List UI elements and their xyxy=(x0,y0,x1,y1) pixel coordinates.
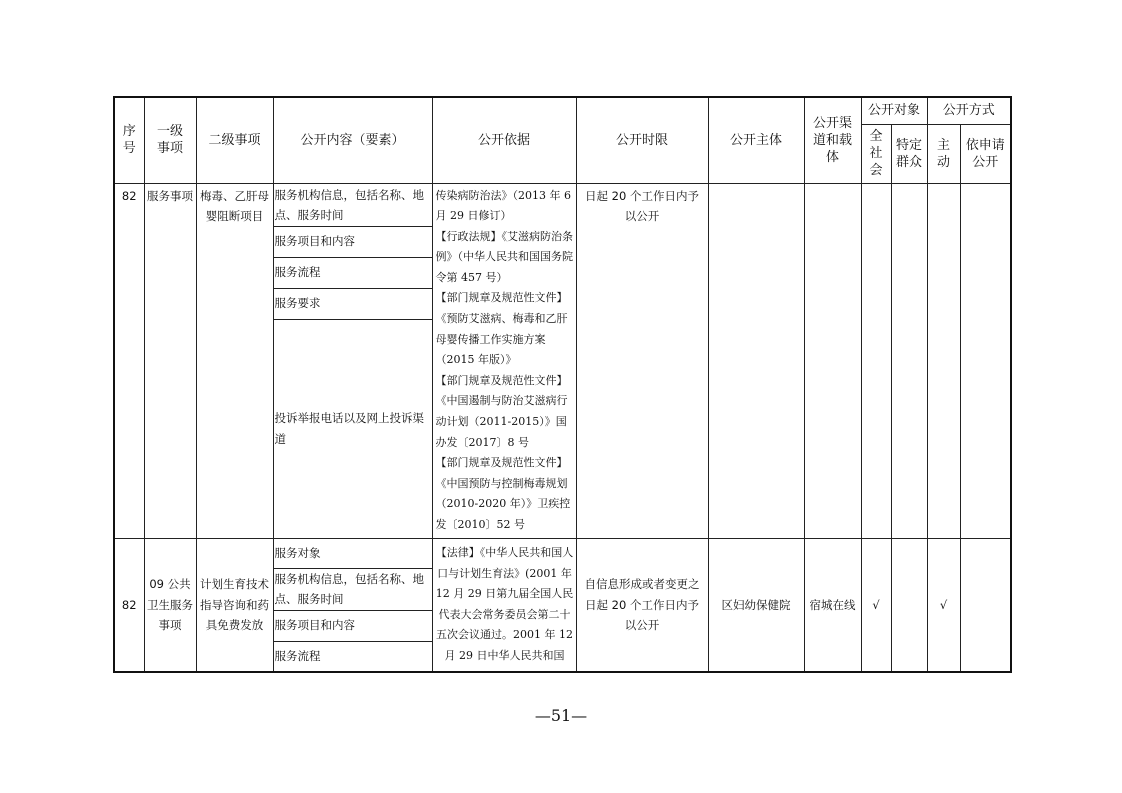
header-time-limit: 公开时限 xyxy=(576,97,708,183)
row1-level2: 梅毒、乙肝母婴阻断项目 xyxy=(196,183,273,538)
row2-time-limit: 自信息形成或者变更之日起 20 个工作日内予以公开 xyxy=(576,538,708,672)
header-level1: 一级事项 xyxy=(144,97,196,183)
header-method: 公开方式 xyxy=(927,97,1011,124)
header-target: 公开对象 xyxy=(861,97,927,124)
row1-basis-5: 【部门规章及规范性文件】《中国预防与控制梅毒规划（2010-2020 年）》卫疾控发〔2010〕52 号 xyxy=(435,456,571,531)
row1-basis-1: 传染病防治法》（2013 年 6 月 29 日修订） xyxy=(435,188,571,223)
header-subject: 公开主体 xyxy=(708,97,804,183)
row2-subject: 区妇幼保健院 xyxy=(708,538,804,672)
row2-method-active: √ xyxy=(927,538,960,672)
row1-basis xyxy=(432,183,576,538)
row2-content-4: 服务流程 xyxy=(273,641,432,672)
header-target-all: 全社会 xyxy=(861,124,891,183)
header-level2: 二级事项 xyxy=(196,97,273,183)
header-seq: 序号 xyxy=(114,97,144,183)
page-number: —51— xyxy=(534,706,588,725)
row1-target-special xyxy=(891,183,927,538)
row1-target-all xyxy=(861,183,891,538)
header-method-request: 依申请公开 xyxy=(960,124,1011,183)
header-target-special: 特定群众 xyxy=(891,124,927,183)
row1-method-request xyxy=(960,183,1011,538)
row2-content-3: 服务项目和内容 xyxy=(273,610,432,641)
table-row xyxy=(114,183,1011,226)
row2-content-2: 服务机构信息，包括名称、地点、服务时间 xyxy=(273,568,432,610)
row1-basis-3: 【部门规章及规范性文件】《预防艾滋病、梅毒和乙肝母婴传播工作实施方案（2015 年版）》 xyxy=(435,291,568,367)
header-basis: 公开依据 xyxy=(432,97,576,183)
row1-method-active xyxy=(927,183,960,538)
row1-channel xyxy=(804,183,861,538)
row1-content-1: 服务机构信息，包括名称、地点、服务时间 xyxy=(273,183,432,226)
table-header xyxy=(114,97,1011,183)
row1-subject xyxy=(708,183,804,538)
row2-target-all: √ xyxy=(861,538,891,672)
row1-seq: 82 xyxy=(114,183,144,538)
row1-basis-2: 【行政法规】《艾滋病防治条例》（中华人民共和国国务院令第 457 号） xyxy=(435,229,573,284)
row1-content-4: 服务要求 xyxy=(273,288,432,319)
row2-content-1: 服务对象 xyxy=(273,538,432,568)
row2-level2: 计划生育技术指导咨询和药具免费发放 xyxy=(196,538,273,672)
table-row xyxy=(114,538,1011,568)
disclosure-table xyxy=(113,96,1012,673)
row2-basis: 【法律】《中华人民共和国人口与计划生育法》(2001 年 12 月 29 日第九届全国人民代表大会常务委员会第二十五次会议通过。2001 年 12 月 29 日中华人民共和国 xyxy=(432,538,576,672)
row1-level1: 服务事项 xyxy=(144,183,196,538)
row2-target-special xyxy=(891,538,927,672)
row1-content-3: 服务流程 xyxy=(273,257,432,288)
header-method-active: 主动 xyxy=(927,124,960,183)
header-channel: 公开渠道和载体 xyxy=(804,97,861,183)
row1-content-5: 投诉举报电话以及网上投诉渠道 xyxy=(273,319,432,538)
row1-basis-4: 【部门规章及规范性文件】《中国遏制与防治艾滋病行动计划（2011-2015）》国办发〔2017〕8 号 xyxy=(435,373,568,449)
row1-time-limit: 日起 20 个工作日内予以公开 xyxy=(576,183,708,538)
row2-method-request xyxy=(960,538,1011,672)
row2-channel: 宿城在线 xyxy=(804,538,861,672)
row1-content-2: 服务项目和内容 xyxy=(273,226,432,257)
row2-level1: 09 公共卫生服务事项 xyxy=(144,538,196,672)
row2-seq: 82 xyxy=(114,538,144,672)
header-content: 公开内容（要素） xyxy=(273,97,432,183)
